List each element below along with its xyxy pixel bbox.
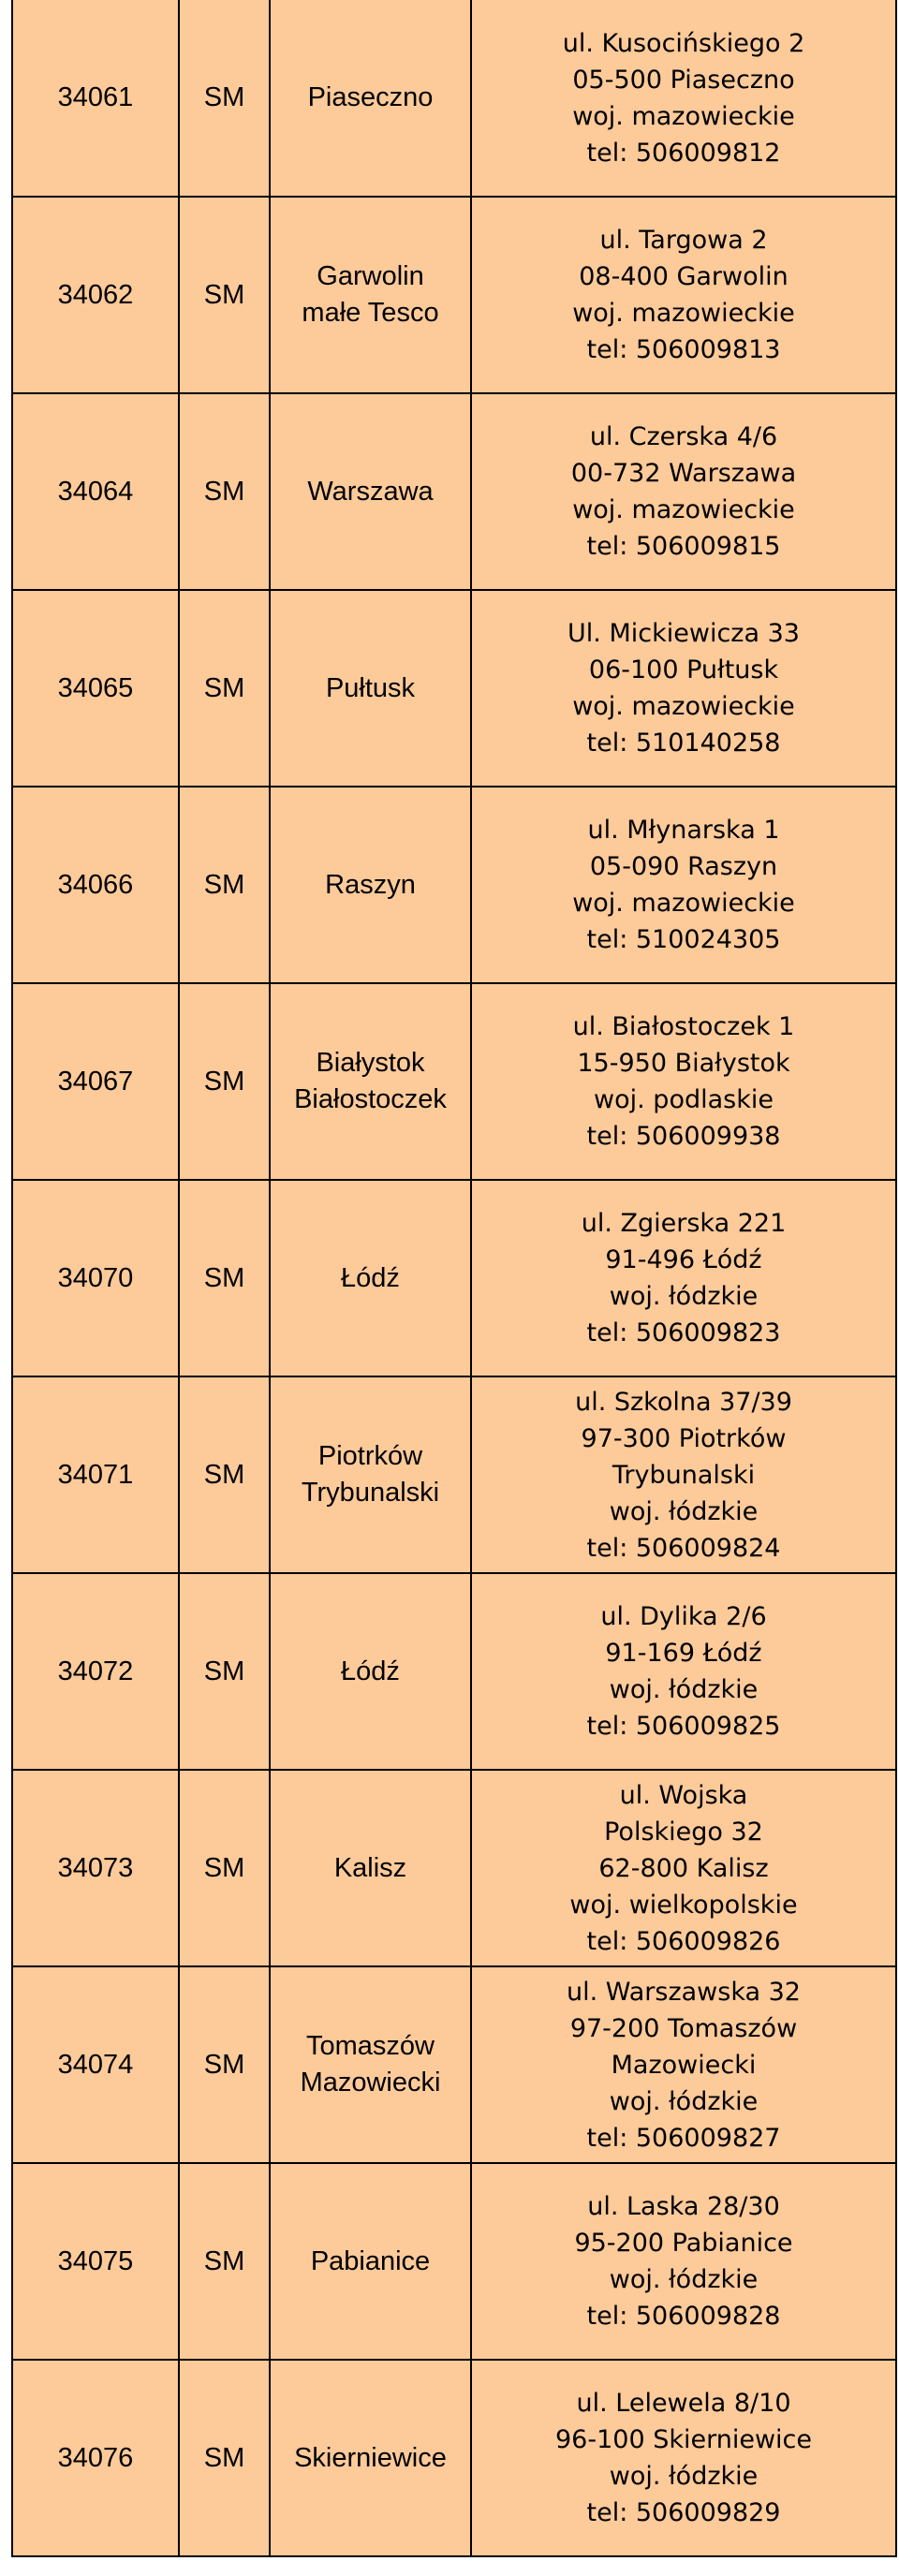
address-line: woj. łódzkie: [609, 2086, 759, 2116]
store-city-cell: [270, 590, 471, 787]
address-line: woj. podlaskie: [594, 1085, 774, 1114]
store-type-cell: SM: [179, 0, 270, 197]
table-row: [12, 787, 896, 983]
store-type-cell: SM: [179, 1770, 270, 1966]
address-line: woj. mazowieckie: [572, 299, 795, 328]
store-city-cell: [270, 2163, 471, 2360]
store-address-cell: [471, 2163, 896, 2360]
address-line: woj. łódzkie: [609, 2462, 759, 2491]
address-line: ul. Dylika 2/6: [600, 1602, 767, 1631]
address-line: tel: 506009813: [586, 335, 781, 364]
table-row: [12, 590, 896, 787]
store-city-cell: [270, 1770, 471, 1966]
store-code-cell: 34076: [12, 2360, 179, 2556]
address-line: ul. Wojska: [619, 1780, 748, 1810]
store-code-cell: 34070: [12, 1180, 179, 1376]
address-line: ul. Czerska 4/6: [589, 422, 778, 451]
store-code-cell: 34072: [12, 1573, 179, 1770]
address-line: 62-800 Kalisz: [598, 1853, 769, 1883]
store-address-cell: [471, 1770, 896, 1966]
address-line: tel: 506009815: [586, 532, 781, 561]
address-line: ul. Targowa 2: [599, 226, 768, 255]
store-city-cell: [270, 1180, 471, 1376]
city-line: Garwolin: [317, 261, 424, 291]
store-city-cell: [270, 983, 471, 1180]
address-line: tel: 506009825: [586, 1712, 781, 1741]
address-line: tel: 506009824: [586, 1533, 781, 1563]
store-table-body: [12, 0, 896, 2556]
city-line: Trybunalski: [301, 1478, 440, 1508]
store-city-cell: [270, 197, 471, 393]
address-line: woj. mazowieckie: [572, 889, 795, 918]
address-line: tel: 506009812: [586, 138, 781, 168]
address-line: woj. łódzkie: [609, 2265, 759, 2294]
address-line: 91-496 Łódź: [605, 1245, 762, 1274]
address-line: tel: 510140258: [586, 729, 781, 758]
address-line: ul. Warszawska 32: [567, 1977, 801, 2007]
address-line: tel: 506009828: [586, 2302, 781, 2331]
address-line: ul. Białostoczek 1: [572, 1012, 795, 1041]
city-line: Piaseczno: [307, 82, 434, 112]
address-line: Ul. Mickiewicza 33: [567, 619, 800, 648]
table-row: [12, 1770, 896, 1966]
city-line: Piotrków: [317, 1441, 423, 1471]
city-line: Pułtusk: [325, 672, 416, 703]
address-line: tel: 506009823: [586, 1318, 781, 1347]
address-line: ul. Laska 28/30: [587, 2192, 780, 2221]
table-row: [12, 2360, 896, 2556]
address-line: ul. Kusocińskiego 2: [562, 28, 805, 58]
store-city-cell: [270, 1376, 471, 1573]
address-line: woj. mazowieckie: [572, 495, 795, 524]
address-line: woj. mazowieckie: [572, 101, 795, 131]
store-code-cell: 34073: [12, 1770, 179, 1966]
store-code-cell: 34075: [12, 2163, 179, 2360]
store-city-cell: [270, 787, 471, 983]
address-line: woj. łódzkie: [609, 1675, 759, 1704]
store-address-cell: [471, 393, 896, 590]
city-line: Białostoczek: [294, 1084, 447, 1114]
store-city-cell: [270, 1573, 471, 1770]
city-line: Łódź: [341, 1262, 400, 1293]
address-line: tel: 510024305: [586, 925, 781, 954]
city-line: Raszyn: [325, 869, 416, 900]
table-row: [12, 1966, 896, 2163]
store-code-cell: 34067: [12, 983, 179, 1180]
table-row: [12, 393, 896, 590]
store-type-cell: SM: [179, 983, 270, 1180]
city-line: Warszawa: [307, 476, 434, 507]
table-row: [12, 983, 896, 1180]
address-line: tel: 506009829: [586, 2498, 781, 2527]
store-code-cell: 34066: [12, 787, 179, 983]
address-line: woj. łódzkie: [609, 1496, 759, 1526]
store-address-cell: [471, 1966, 896, 2163]
address-line: Mazowiecki: [611, 2050, 757, 2080]
store-type-cell: SM: [179, 393, 270, 590]
address-line: 06-100 Pułtusk: [588, 655, 779, 684]
store-address-cell: [471, 1376, 896, 1573]
city-line: Skierniewice: [294, 2442, 447, 2473]
store-type-cell: SM: [179, 197, 270, 393]
store-address-cell: [471, 197, 896, 393]
store-city-cell: [270, 393, 471, 590]
address-line: 96-100 Skierniewice: [555, 2425, 812, 2454]
store-table: [11, 0, 897, 2557]
address-line: 97-200 Tomaszów: [569, 2013, 798, 2043]
address-line: ul. Młynarska 1: [587, 816, 780, 845]
table-row: [12, 1573, 896, 1770]
store-address-cell: [471, 590, 896, 787]
address-line: 15-950 Białystok: [577, 1049, 790, 1078]
store-address-cell: [471, 983, 896, 1180]
table-row: [12, 1376, 896, 1573]
address-line: tel: 506009827: [586, 2123, 781, 2153]
address-line: woj. wielkopolskie: [569, 1890, 798, 1920]
address-line: woj. mazowieckie: [572, 692, 795, 721]
address-line: 00-732 Warszawa: [570, 459, 797, 488]
store-type-cell: SM: [179, 787, 270, 983]
store-type-cell: SM: [179, 1966, 270, 2163]
address-line: ul. Szkolna 37/39: [575, 1387, 792, 1417]
address-line: ul. Lelewela 8/10: [576, 2389, 791, 2418]
city-line: Mazowiecki: [300, 2068, 441, 2098]
store-code-cell: 34062: [12, 197, 179, 393]
store-type-cell: SM: [179, 1573, 270, 1770]
store-city-cell: [270, 1966, 471, 2163]
store-type-cell: SM: [179, 2360, 270, 2556]
city-line: Łódź: [341, 1656, 400, 1686]
address-line: 95-200 Pabianice: [574, 2229, 793, 2258]
store-type-cell: SM: [179, 1376, 270, 1573]
table-row: [12, 1180, 896, 1376]
store-address-cell: [471, 1180, 896, 1376]
store-type-cell: SM: [179, 2163, 270, 2360]
address-line: woj. łódzkie: [609, 1282, 759, 1311]
address-line: 05-090 Raszyn: [589, 852, 778, 881]
table-row: [12, 0, 896, 197]
store-address-cell: [471, 787, 896, 983]
store-code-cell: 34074: [12, 1966, 179, 2163]
city-line: małe Tesco: [302, 298, 439, 328]
store-address-cell: [471, 2360, 896, 2556]
store-code-cell: 34061: [12, 0, 179, 197]
store-address-cell: [471, 0, 896, 197]
address-line: ul. Zgierska 221: [581, 1209, 787, 1238]
store-code-cell: 34071: [12, 1376, 179, 1573]
store-type-cell: SM: [179, 1180, 270, 1376]
city-line: Kalisz: [333, 1852, 407, 1883]
store-code-cell: 34065: [12, 590, 179, 787]
address-line: tel: 506009938: [586, 1122, 781, 1151]
city-line: Pabianice: [310, 2245, 431, 2276]
address-line: tel: 506009826: [586, 1926, 781, 1956]
table-row: [12, 197, 896, 393]
address-line: Trybunalski: [612, 1460, 756, 1490]
city-line: Tomaszów: [306, 2031, 435, 2061]
city-line: Białystok: [316, 1048, 425, 1078]
address-line: 08-400 Garwolin: [579, 262, 788, 291]
store-city-cell: [270, 0, 471, 197]
store-city-cell: [270, 2360, 471, 2556]
address-line: 05-500 Piaseczno: [572, 65, 795, 95]
address-line: Polskiego 32: [604, 1817, 763, 1847]
table-row: [12, 2163, 896, 2360]
store-type-cell: SM: [179, 590, 270, 787]
store-address-cell: [471, 1573, 896, 1770]
address-line: 97-300 Piotrków: [581, 1423, 787, 1453]
address-line: 91-169 Łódź: [605, 1639, 762, 1668]
store-code-cell: 34064: [12, 393, 179, 590]
